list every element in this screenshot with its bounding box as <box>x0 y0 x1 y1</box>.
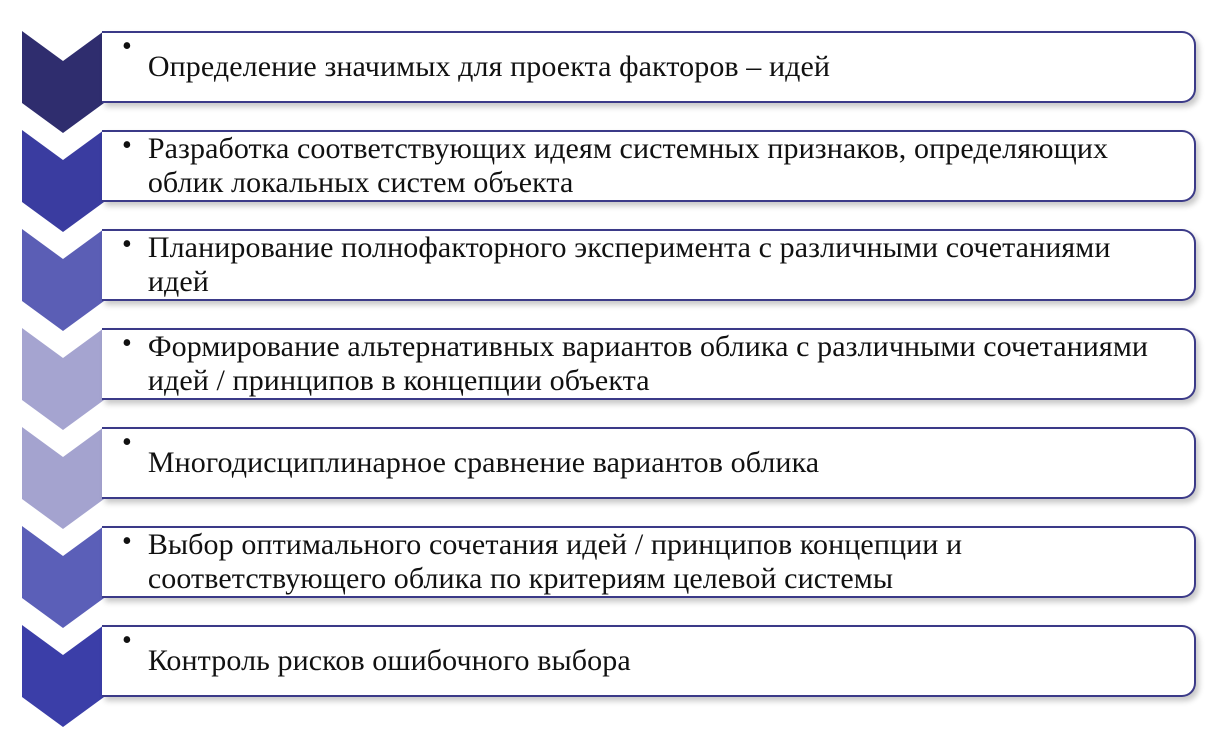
step-text-4: Формирование альтернативных вариантов облика с различными сочетаниями идей / принципов в концепции объекта <box>147 330 1149 397</box>
step-text-2: Разработка соответствующих идеям системных признаков, определяющих облик локальных систем объекта <box>147 132 1109 199</box>
step-text-3: Планирование полнофакторного эксперимента с различными сочетаниями идей <box>147 231 1111 298</box>
bullet-4: • <box>122 328 132 359</box>
chevron-2 <box>22 130 104 232</box>
bullet-6: • <box>122 526 132 557</box>
bullet-7: • <box>122 625 132 656</box>
chevron-1 <box>22 31 104 133</box>
step-box-6 <box>102 526 1196 598</box>
bullet-1: • <box>122 31 132 62</box>
step-text-6: Выбор оптимального сочетания идей / принципов концепции и соответствующего облика по критериям целевой системы <box>147 528 963 595</box>
step-box-3 <box>102 229 1196 301</box>
step-text-5: Многодисциплинарное сравнение вариантов облика <box>147 446 820 479</box>
step-box-5 <box>102 427 1196 499</box>
chevron-6 <box>22 526 104 628</box>
step-box-4 <box>102 328 1196 400</box>
chevron-5 <box>22 427 104 529</box>
step-text-7: Контроль рисков ошибочного выбора <box>147 644 631 677</box>
step-box-2 <box>102 130 1196 202</box>
bullet-5: • <box>122 427 132 458</box>
step-text-1: Определение значимых для проекта факторов – идей <box>147 50 831 83</box>
chevron-4 <box>22 328 104 430</box>
step-box-1 <box>102 31 1196 103</box>
chevron-3 <box>22 229 104 331</box>
step-box-7 <box>102 625 1196 697</box>
chevron-7 <box>22 625 104 727</box>
bullet-3: • <box>122 229 132 260</box>
bullet-2: • <box>122 130 132 161</box>
